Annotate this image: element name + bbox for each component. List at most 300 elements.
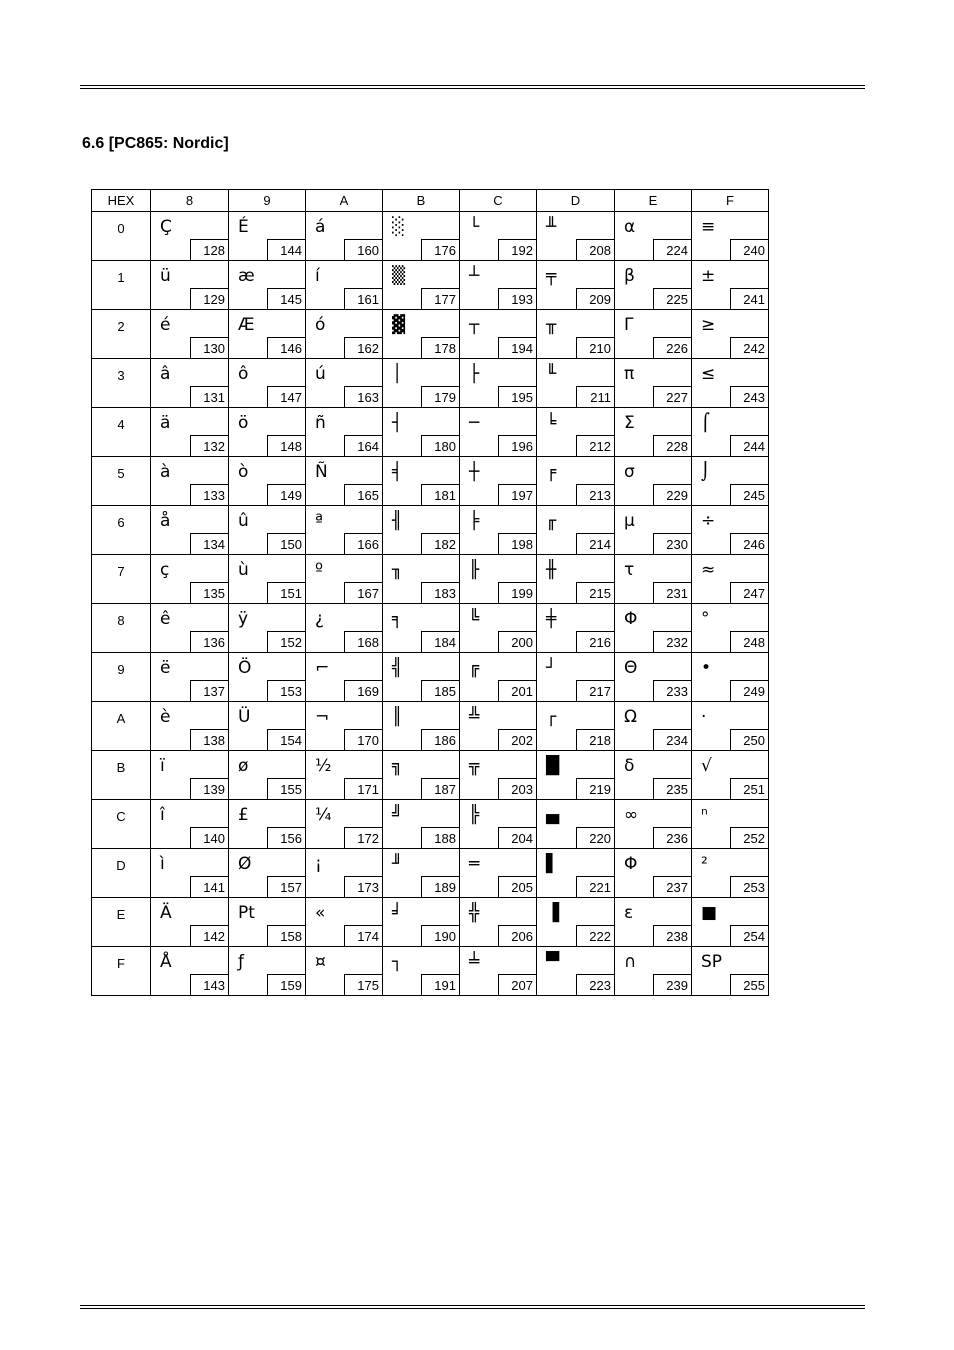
- row-hex-label: E: [116, 907, 126, 922]
- code-cell-content: [151, 849, 228, 897]
- code-cell-content: [151, 604, 228, 652]
- code-cell-content: [229, 604, 305, 652]
- code-cell-content: [383, 751, 459, 799]
- character-glyph: Æ: [238, 315, 255, 335]
- decimal-code: 213: [576, 484, 614, 505]
- character-glyph: è: [160, 707, 171, 727]
- decimal-code: 176: [421, 239, 459, 260]
- character-glyph: ╕: [392, 609, 403, 629]
- decimal-code: 210: [576, 337, 614, 358]
- decimal-code: 162: [344, 337, 382, 358]
- decimal-code: 139: [190, 778, 228, 799]
- code-cell: [306, 212, 383, 261]
- character-glyph: •: [701, 658, 712, 678]
- decimal-code: 177: [421, 288, 459, 309]
- character-glyph: ╠: [469, 805, 480, 825]
- decimal-code: 192: [498, 239, 536, 260]
- code-cell-content: [460, 506, 536, 554]
- code-cell: [615, 947, 692, 996]
- code-cell-content: [615, 457, 691, 505]
- table-row: [92, 849, 769, 898]
- code-cell-content: [460, 555, 536, 603]
- decimal-code: 219: [576, 778, 614, 799]
- character-glyph: ┘: [546, 658, 557, 678]
- hex-corner-header: HEX: [92, 190, 151, 212]
- code-cell: [229, 653, 306, 702]
- decimal-code: 155: [267, 778, 305, 799]
- code-cell: [229, 898, 306, 947]
- character-glyph: ╫: [546, 560, 557, 580]
- character-glyph: ë: [160, 658, 171, 678]
- code-cell-content: [537, 751, 614, 799]
- code-cell: [229, 702, 306, 751]
- character-glyph: ⁿ: [701, 805, 708, 825]
- decimal-code: 181: [421, 484, 459, 505]
- character-glyph: δ: [624, 756, 635, 776]
- character-glyph: ╬: [469, 903, 480, 923]
- code-cell: [229, 212, 306, 261]
- code-cell-content: [692, 261, 768, 309]
- decimal-code: 251: [730, 778, 768, 799]
- character-glyph: û: [238, 511, 249, 531]
- table-row: [92, 408, 769, 457]
- code-cell: [537, 604, 615, 653]
- decimal-code: 145: [267, 288, 305, 309]
- decimal-code: 186: [421, 729, 459, 750]
- code-cell: [383, 359, 460, 408]
- code-cell: [306, 947, 383, 996]
- character-glyph: Ç: [160, 217, 172, 237]
- decimal-code: 236: [653, 827, 691, 848]
- code-cell-content: [151, 261, 228, 309]
- decimal-code: 164: [344, 435, 382, 456]
- code-cell: [692, 849, 769, 898]
- decimal-code: 243: [730, 386, 768, 407]
- character-glyph: Γ: [624, 315, 634, 335]
- decimal-code: 196: [498, 435, 536, 456]
- decimal-code: 135: [190, 582, 228, 603]
- code-cell-content: [151, 751, 228, 799]
- decimal-code: 216: [576, 631, 614, 652]
- code-cell-content: [383, 898, 459, 946]
- table-row: [92, 653, 769, 702]
- code-cell: [306, 800, 383, 849]
- decimal-code: 185: [421, 680, 459, 701]
- table-row: [92, 751, 769, 800]
- code-cell-content: [615, 359, 691, 407]
- code-cell: [537, 898, 615, 947]
- code-cell: [151, 751, 229, 800]
- code-cell-content: [151, 653, 228, 701]
- character-glyph: ¡: [315, 854, 322, 874]
- column-header: A: [306, 190, 383, 212]
- character-glyph: └: [469, 217, 480, 237]
- character-glyph: ì: [160, 854, 165, 874]
- code-cell: [151, 506, 229, 555]
- decimal-code: 205: [498, 876, 536, 897]
- decimal-code: 179: [421, 386, 459, 407]
- character-glyph: í: [315, 266, 320, 286]
- character-glyph: ¿: [315, 609, 325, 629]
- code-cell-content: [306, 898, 382, 946]
- code-cell-content: [383, 947, 459, 995]
- code-cell: [306, 261, 383, 310]
- decimal-code: 246: [730, 533, 768, 554]
- decimal-code: 255: [730, 974, 768, 995]
- column-header: B: [383, 190, 460, 212]
- decimal-code: 222: [576, 925, 614, 946]
- decimal-code: 245: [730, 484, 768, 505]
- decimal-code: 136: [190, 631, 228, 652]
- character-glyph: Σ: [624, 413, 635, 433]
- character-glyph: ╗: [392, 756, 403, 776]
- decimal-code: 193: [498, 288, 536, 309]
- character-glyph: ¼: [315, 805, 332, 825]
- code-cell: [692, 898, 769, 947]
- character-glyph: ▌: [546, 854, 560, 874]
- character-glyph: ù: [238, 560, 249, 580]
- table-row: [92, 555, 769, 604]
- decimal-code: 182: [421, 533, 459, 554]
- code-cell-content: [615, 751, 691, 799]
- decimal-code: 204: [498, 827, 536, 848]
- row-hex-label: 0: [117, 221, 125, 236]
- code-cell-content: [306, 702, 382, 750]
- code-cell: [383, 653, 460, 702]
- row-hex-label: 5: [117, 466, 125, 481]
- character-glyph: ╒: [546, 462, 557, 482]
- character-glyph: Ñ: [315, 462, 328, 482]
- decimal-code: 250: [730, 729, 768, 750]
- decimal-code: 242: [730, 337, 768, 358]
- character-glyph: ï: [160, 756, 165, 776]
- code-cell-content: [306, 359, 382, 407]
- code-cell-content: [460, 408, 536, 456]
- table-row: [92, 898, 769, 947]
- code-cell-content: [383, 310, 459, 358]
- code-cell: [537, 212, 615, 261]
- decimal-code: 166: [344, 533, 382, 554]
- character-glyph: ô: [238, 364, 249, 384]
- code-cell-content: [151, 898, 228, 946]
- code-cell: [615, 702, 692, 751]
- code-cell-content: [229, 947, 305, 995]
- character-glyph: æ: [238, 266, 255, 286]
- code-cell: [615, 800, 692, 849]
- decimal-code: 140: [190, 827, 228, 848]
- row-header: [92, 457, 151, 506]
- character-glyph: ≡: [701, 217, 716, 237]
- code-cell: [692, 604, 769, 653]
- code-cell-content: [692, 408, 768, 456]
- code-cell-content: [306, 800, 382, 848]
- code-cell-content: [692, 359, 768, 407]
- row-header: [92, 408, 151, 457]
- decimal-code: 178: [421, 337, 459, 358]
- decimal-code: 221: [576, 876, 614, 897]
- code-cell-content: [383, 702, 459, 750]
- code-cell-content: [151, 702, 228, 750]
- code-cell: [460, 555, 537, 604]
- code-cell: [460, 212, 537, 261]
- code-cell: [692, 310, 769, 359]
- code-cell-content: [537, 457, 614, 505]
- code-cell-content: [615, 555, 691, 603]
- code-cell: [383, 310, 460, 359]
- decimal-code: 244: [730, 435, 768, 456]
- code-cell-content: [615, 702, 691, 750]
- decimal-code: 209: [576, 288, 614, 309]
- character-glyph: τ: [624, 560, 635, 580]
- code-cell: [306, 408, 383, 457]
- code-cell-content: [383, 800, 459, 848]
- table-row: [92, 261, 769, 310]
- column-header: 9: [229, 190, 306, 212]
- row-header: [92, 898, 151, 947]
- decimal-code: 132: [190, 435, 228, 456]
- code-cell: [692, 408, 769, 457]
- character-glyph: ├: [469, 364, 480, 384]
- character-glyph: ±: [701, 266, 716, 286]
- code-cell: [151, 947, 229, 996]
- code-cell-content: [229, 751, 305, 799]
- character-glyph: å: [160, 511, 171, 531]
- character-glyph: Φ: [624, 609, 638, 629]
- character-glyph: β: [624, 266, 635, 286]
- character-glyph: ö: [238, 413, 249, 433]
- table-row: [92, 702, 769, 751]
- decimal-code: 217: [576, 680, 614, 701]
- code-cell-content: [615, 947, 691, 995]
- decimal-code: 158: [267, 925, 305, 946]
- footer-rule-top: [80, 1305, 865, 1306]
- code-cell-content: [383, 506, 459, 554]
- character-glyph: ú: [315, 364, 326, 384]
- decimal-code: 149: [267, 484, 305, 505]
- decimal-code: 228: [653, 435, 691, 456]
- code-cell: [151, 310, 229, 359]
- code-cell-content: [151, 947, 228, 995]
- character-glyph: µ: [624, 511, 635, 531]
- code-cell-content: [229, 702, 305, 750]
- code-cell-content: [229, 408, 305, 456]
- code-cell: [151, 898, 229, 947]
- code-cell: [537, 751, 615, 800]
- decimal-code: 134: [190, 533, 228, 554]
- character-glyph: ∞: [624, 805, 639, 825]
- code-cell: [151, 555, 229, 604]
- character-glyph: Θ: [624, 658, 638, 678]
- character-glyph: ª: [315, 511, 324, 531]
- code-cell: [151, 359, 229, 408]
- code-cell: [692, 457, 769, 506]
- character-glyph: ╡: [392, 462, 403, 482]
- decimal-code: 200: [498, 631, 536, 652]
- decimal-code: 169: [344, 680, 382, 701]
- code-cell: [151, 653, 229, 702]
- decimal-code: 195: [498, 386, 536, 407]
- code-cell: [383, 702, 460, 751]
- decimal-code: 130: [190, 337, 228, 358]
- decimal-code: 253: [730, 876, 768, 897]
- decimal-code: 206: [498, 925, 536, 946]
- code-cell-content: [460, 604, 536, 652]
- decimal-code: 159: [267, 974, 305, 995]
- decimal-code: 175: [344, 974, 382, 995]
- decimal-code: 184: [421, 631, 459, 652]
- character-glyph: ╢: [392, 511, 403, 531]
- code-cell: [692, 800, 769, 849]
- code-cell-content: [151, 555, 228, 603]
- code-cell: [229, 359, 306, 408]
- character-glyph: ≈: [701, 560, 716, 580]
- decimal-code: 215: [576, 582, 614, 603]
- code-cell: [151, 212, 229, 261]
- code-cell: [460, 310, 537, 359]
- row-header: [92, 261, 151, 310]
- row-hex-label: 7: [117, 564, 125, 579]
- row-header: [92, 702, 151, 751]
- character-glyph: ╝: [392, 805, 403, 825]
- code-cell: [692, 359, 769, 408]
- character-glyph: ╞: [469, 511, 480, 531]
- code-cell: [615, 359, 692, 408]
- code-cell-content: [537, 506, 614, 554]
- code-cell: [151, 702, 229, 751]
- code-cell: [383, 555, 460, 604]
- code-cell-content: [460, 212, 536, 260]
- character-glyph: │: [392, 364, 403, 384]
- code-cell-content: [460, 947, 536, 995]
- character-glyph: ╥: [546, 315, 557, 335]
- decimal-code: 131: [190, 386, 228, 407]
- code-cell-content: [692, 604, 768, 652]
- character-glyph: £: [238, 805, 249, 825]
- decimal-code: 254: [730, 925, 768, 946]
- code-cell-content: [383, 555, 459, 603]
- code-cell: [229, 604, 306, 653]
- row-header: [92, 212, 151, 261]
- character-glyph: ⌡: [701, 462, 710, 482]
- character-glyph: ╣: [392, 658, 403, 678]
- code-cell-content: [615, 261, 691, 309]
- code-cell: [537, 261, 615, 310]
- row-header: [92, 310, 151, 359]
- decimal-code: 172: [344, 827, 382, 848]
- code-cell: [383, 261, 460, 310]
- code-cell-content: [692, 555, 768, 603]
- code-cell: [537, 947, 615, 996]
- decimal-code: 224: [653, 239, 691, 260]
- code-cell-content: [537, 408, 614, 456]
- character-glyph: ≤: [701, 364, 716, 384]
- decimal-code: 238: [653, 925, 691, 946]
- decimal-code: 203: [498, 778, 536, 799]
- code-cell-content: [537, 898, 614, 946]
- character-glyph: ╜: [392, 854, 403, 874]
- decimal-code: 189: [421, 876, 459, 897]
- decimal-code: 133: [190, 484, 228, 505]
- row-hex-label: 3: [117, 368, 125, 383]
- code-cell: [383, 898, 460, 947]
- code-cell-content: [229, 849, 305, 897]
- decimal-code: 248: [730, 631, 768, 652]
- code-cell: [537, 702, 615, 751]
- code-cell-content: [151, 408, 228, 456]
- code-cell-content: [537, 849, 614, 897]
- decimal-code: 144: [267, 239, 305, 260]
- code-cell: [460, 359, 537, 408]
- code-cell-content: [383, 604, 459, 652]
- table-row: [92, 800, 769, 849]
- character-glyph: ░: [392, 217, 406, 237]
- character-glyph: SP: [701, 952, 723, 972]
- code-cell-content: [692, 457, 768, 505]
- character-glyph: à: [160, 462, 171, 482]
- code-cell-content: [306, 947, 382, 995]
- code-cell-content: [306, 653, 382, 701]
- character-glyph: Ω: [624, 707, 637, 727]
- character-glyph: ┬: [469, 315, 480, 335]
- decimal-code: 174: [344, 925, 382, 946]
- code-cell: [537, 310, 615, 359]
- character-glyph: ┌: [546, 707, 557, 727]
- code-cell: [615, 212, 692, 261]
- code-cell-content: [229, 261, 305, 309]
- character-glyph: ■: [701, 903, 718, 923]
- code-cell: [306, 702, 383, 751]
- decimal-code: 151: [267, 582, 305, 603]
- code-cell: [460, 261, 537, 310]
- code-cell-content: [537, 947, 614, 995]
- decimal-code: 201: [498, 680, 536, 701]
- code-cell-content: [383, 359, 459, 407]
- table-header-row: [92, 190, 769, 212]
- character-glyph: ┐: [392, 952, 403, 972]
- code-cell-content: [151, 359, 228, 407]
- code-cell: [615, 261, 692, 310]
- code-cell: [229, 506, 306, 555]
- decimal-code: 202: [498, 729, 536, 750]
- code-cell: [306, 849, 383, 898]
- code-cell: [537, 800, 615, 849]
- character-glyph: █: [546, 756, 560, 776]
- code-cell-content: [615, 310, 691, 358]
- code-cell: [537, 408, 615, 457]
- code-cell: [460, 849, 537, 898]
- table-row: [92, 947, 769, 996]
- code-cell: [615, 506, 692, 555]
- table-row: [92, 604, 769, 653]
- character-glyph: ╤: [546, 266, 557, 286]
- decimal-code: 173: [344, 876, 382, 897]
- code-cell-content: [460, 457, 536, 505]
- code-cell-content: [383, 457, 459, 505]
- decimal-code: 239: [653, 974, 691, 995]
- character-glyph: á: [315, 217, 326, 237]
- character-glyph: ø: [238, 756, 249, 776]
- character-glyph: ∩: [624, 952, 637, 972]
- code-cell-content: [306, 212, 382, 260]
- row-header: [92, 359, 151, 408]
- code-cell-content: [306, 849, 382, 897]
- decimal-code: 247: [730, 582, 768, 603]
- code-cell-content: [151, 506, 228, 554]
- code-cell-content: [229, 457, 305, 505]
- row-header: [92, 604, 151, 653]
- code-cell-content: [229, 653, 305, 701]
- code-cell: [229, 457, 306, 506]
